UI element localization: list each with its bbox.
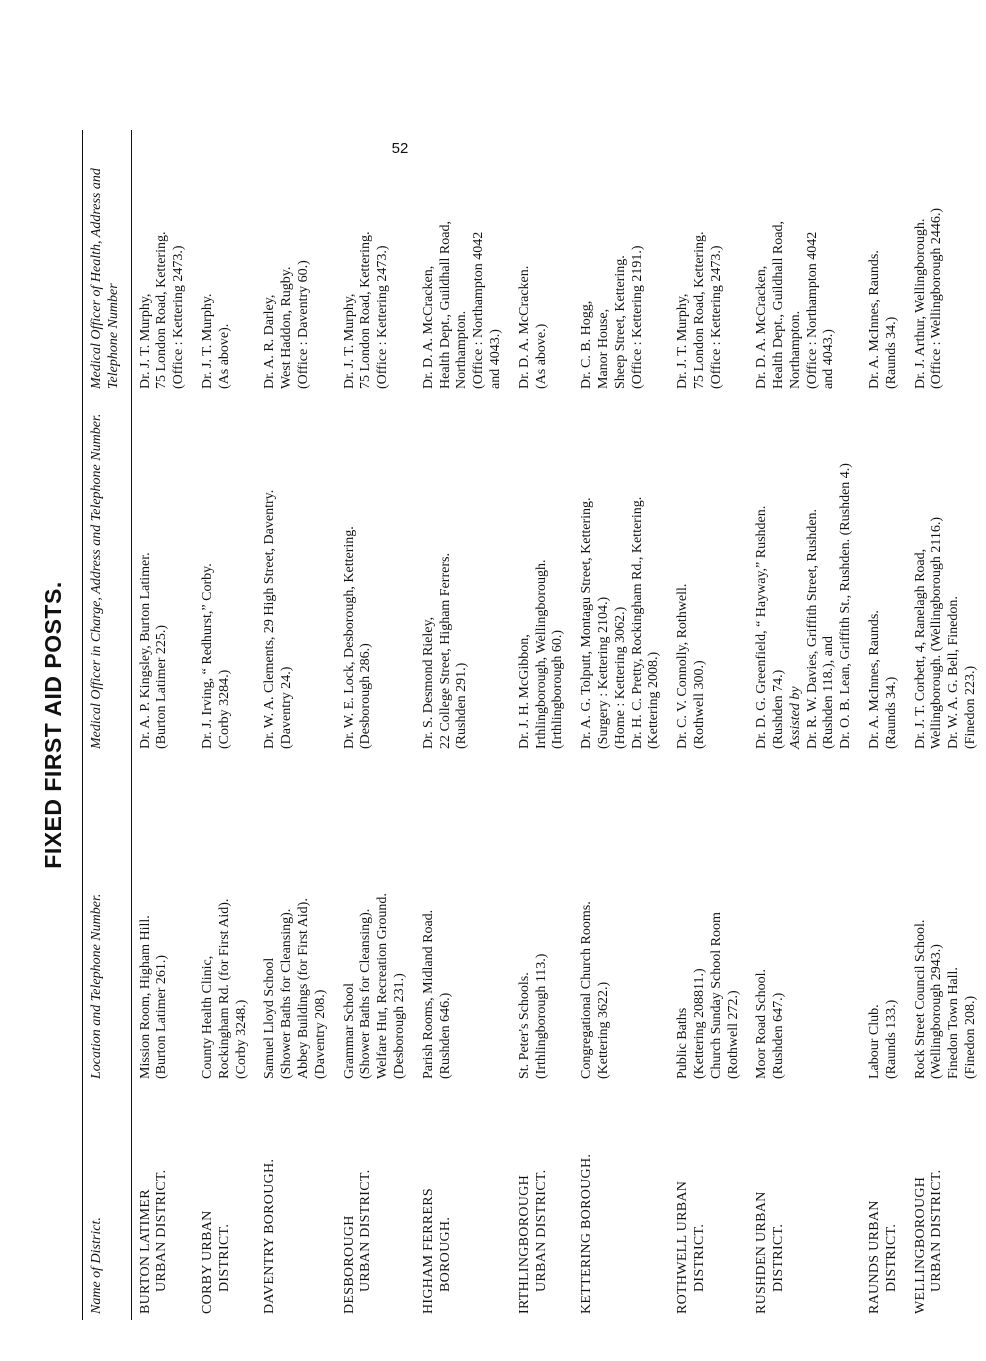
cell-moh bbox=[131, 130, 194, 395]
moh-line: (Office : Northampton 4042 bbox=[804, 231, 820, 389]
moh-line: Dr. J. T. Murphy, bbox=[675, 293, 691, 389]
location-line: (Rothwell 272.) bbox=[725, 990, 741, 1079]
moh-line: Dr. J. T. Murphy, bbox=[341, 293, 357, 389]
location-line: Labour Club. bbox=[867, 1004, 883, 1079]
officer-line: Dr. W. A. Clements, 29 High Street, Daventry. bbox=[262, 489, 278, 749]
cell-moh bbox=[194, 130, 256, 395]
location-line: (Kettering 208811.) bbox=[691, 968, 707, 1079]
cell-location bbox=[907, 755, 986, 1085]
table-body bbox=[131, 130, 986, 1320]
cell-officer bbox=[194, 395, 256, 755]
location-line: (Rushden 647.) bbox=[771, 992, 787, 1079]
officer-line: Dr. A. McInnes, Raunds. bbox=[867, 610, 883, 749]
district-line: RUSHDEN URBAN bbox=[754, 1191, 770, 1314]
moh-line: (Office : Daventry 60.) bbox=[295, 260, 311, 389]
location-line: (Daventry 208.) bbox=[312, 989, 328, 1079]
moh-line: Dr. D. A. McCracken, bbox=[420, 265, 436, 389]
location-line: County Health Clinic, bbox=[199, 955, 215, 1079]
location-line: (Wellingborough 2943.) bbox=[929, 944, 945, 1079]
cell-officer bbox=[861, 395, 907, 755]
officer-line: (Kettering 2008.) bbox=[646, 651, 662, 749]
cell-officer bbox=[669, 395, 748, 755]
district-line: KETTERING BOROUGH. bbox=[579, 1153, 595, 1314]
table-row bbox=[511, 130, 573, 1320]
officer-line: Assisted by bbox=[787, 686, 803, 749]
officer-line: (Corby 3284.) bbox=[216, 669, 232, 749]
location-line: (Corby 3248.) bbox=[233, 999, 249, 1079]
officer-line: Dr. W. A. G. Bell, Finedon. bbox=[946, 596, 962, 749]
cell-officer bbox=[415, 395, 511, 755]
cell-district bbox=[336, 1085, 415, 1320]
cell-officer bbox=[907, 395, 986, 755]
cell-district bbox=[861, 1085, 907, 1320]
officer-line: 22 College Street, Higham Ferrers. bbox=[437, 553, 453, 749]
officer-line: (Rushden 74.) bbox=[771, 669, 787, 749]
officer-line: (Surgery : Kettering 2104.) bbox=[595, 596, 611, 749]
moh-line: Health Dept., Guildhall Road, bbox=[771, 221, 787, 389]
page-title: FIXED FIRST AID POSTS. bbox=[40, 581, 66, 869]
location-line: St. Peter's Schools. bbox=[516, 972, 532, 1079]
moh-line: 75 London Road, Kettering. bbox=[691, 231, 707, 389]
district-line: URBAN DISTRICT. bbox=[929, 1169, 945, 1292]
header-officer: Medical Officer in Charge, Address and Telephone Number. bbox=[83, 395, 132, 755]
moh-line: (Office : Kettering 2473.) bbox=[375, 245, 391, 389]
cell-moh bbox=[748, 130, 861, 395]
moh-line: (Office : Kettering 2473.) bbox=[708, 245, 724, 389]
cell-district bbox=[131, 1085, 194, 1320]
cell-location bbox=[669, 755, 748, 1085]
moh-line: West Haddon, Rugby. bbox=[279, 266, 295, 389]
cell-location bbox=[861, 755, 907, 1085]
district-line: HIGHAM FERRERS bbox=[420, 1188, 436, 1314]
moh-line: Dr. J. T. Murphy, bbox=[137, 293, 153, 389]
cell-moh bbox=[415, 130, 511, 395]
moh-line: Dr. A. R. Darley, bbox=[262, 294, 278, 389]
cell-district bbox=[907, 1085, 986, 1320]
location-line: Rockingham Rd. (for First Aid). bbox=[216, 898, 232, 1079]
moh-line: Northampton. bbox=[454, 310, 470, 389]
officer-line: (Rothwell 300.) bbox=[691, 660, 707, 749]
moh-line: (Office : Kettering 2191.) bbox=[629, 245, 645, 389]
district-line: BURTON LATIMER bbox=[137, 1189, 153, 1314]
officer-line: (Rushden 118.), and bbox=[821, 635, 837, 749]
cell-location bbox=[194, 755, 256, 1085]
moh-line: Dr. D. A. McCracken. bbox=[516, 265, 532, 389]
table-row bbox=[907, 130, 986, 1320]
officer-line: Dr. O. B. Lean, Griffith St., Rushden. (Rushden 4.) bbox=[838, 463, 854, 749]
first-aid-posts-table bbox=[82, 130, 986, 1320]
cell-location bbox=[573, 755, 669, 1085]
moh-line: Northampton. bbox=[787, 310, 803, 389]
table-row bbox=[748, 130, 861, 1320]
location-line: (Shower Baths for Cleansing). bbox=[279, 908, 295, 1079]
moh-line: and 4043.) bbox=[821, 329, 837, 389]
district-line: DISTRICT. bbox=[216, 1223, 232, 1292]
location-line: Grammar School bbox=[341, 982, 357, 1079]
moh-line: Manor House, bbox=[595, 308, 611, 389]
rotated-page bbox=[40, 130, 979, 1320]
cell-location bbox=[748, 755, 861, 1085]
officer-line: Irthlingborough, Wellingborough. bbox=[533, 559, 549, 749]
moh-line: Dr. C. B. Hogg, bbox=[579, 300, 595, 389]
location-line: Abbey Buildings (for First Aid). bbox=[295, 898, 311, 1079]
district-line: DISTRICT. bbox=[883, 1223, 899, 1292]
cell-moh bbox=[907, 130, 986, 395]
moh-line: (Office : Wellingborough 2446.) bbox=[929, 207, 945, 389]
cell-district bbox=[511, 1085, 573, 1320]
moh-line: Dr. D. A. McCracken, bbox=[754, 265, 770, 389]
officer-line: (Daventry 24.) bbox=[279, 666, 295, 749]
cell-officer bbox=[511, 395, 573, 755]
officer-line: (Desborough 286.) bbox=[358, 643, 374, 749]
district-line: WELLINGBOROUGH bbox=[912, 1176, 928, 1314]
location-line: (Raunds 133.) bbox=[883, 999, 899, 1079]
officer-line: Dr. H. C. Pretty, Rockingham Rd., Kettering. bbox=[629, 496, 645, 749]
moh-line: Sheep Street, Kettering. bbox=[612, 255, 628, 389]
table-row bbox=[415, 130, 511, 1320]
officer-line: Dr. S. Desmond Rieley, bbox=[420, 616, 436, 749]
district-line: URBAN DISTRICT. bbox=[154, 1169, 170, 1292]
cell-district bbox=[194, 1085, 256, 1320]
location-line: Public Baths bbox=[675, 1007, 691, 1079]
moh-line: (As above.) bbox=[533, 323, 549, 389]
cell-district bbox=[415, 1085, 511, 1320]
page-number: 52 bbox=[391, 140, 409, 157]
moh-line: Dr. A. McInnes, Raunds. bbox=[867, 250, 883, 389]
location-line: Rock Street Council School. bbox=[912, 919, 928, 1079]
officer-line: Dr. D. G. Greenfield, “ Hayway,” Rushden. bbox=[754, 505, 770, 749]
cell-moh bbox=[573, 130, 669, 395]
moh-line: Health Dept., Guildhall Road, bbox=[437, 221, 453, 389]
officer-line: Wellingborough. (Wellingborough 2116.) bbox=[929, 516, 945, 749]
district-line: DISTRICT. bbox=[771, 1223, 787, 1292]
location-line: Congregational Church Rooms. bbox=[579, 901, 595, 1079]
cell-district bbox=[669, 1085, 748, 1320]
cell-moh bbox=[336, 130, 415, 395]
officer-line: Dr. J. H. McGibbon, bbox=[516, 634, 532, 749]
officer-line: (Finedon 223.) bbox=[963, 665, 979, 749]
officer-line: (Home : Kettering 3062.) bbox=[612, 606, 628, 749]
location-line: (Finedon 208.) bbox=[963, 995, 979, 1079]
location-line: Samuel Lloyd School bbox=[262, 957, 278, 1079]
officer-line: Dr. A. G. Tolputt, Montagu Street, Kettering. bbox=[579, 497, 595, 749]
location-line: Parish Rooms, Midland Road. bbox=[420, 909, 436, 1079]
cell-location bbox=[511, 755, 573, 1085]
officer-line: Dr. W. E. Lock, Desborough, Kettering. bbox=[341, 526, 357, 749]
district-line: URBAN DISTRICT. bbox=[358, 1169, 374, 1292]
moh-line: (Office : Northampton 4042 bbox=[471, 231, 487, 389]
district-line: BOROUGH. bbox=[437, 1216, 453, 1292]
cell-officer bbox=[256, 395, 335, 755]
header-moh: Medical Officer of Health, Address and Telephone Number bbox=[83, 130, 132, 395]
location-line: Finedon Town Hall. bbox=[946, 967, 962, 1079]
officer-line: (Burton Latimer 225.) bbox=[154, 624, 170, 749]
table-header-row bbox=[83, 130, 132, 1320]
cell-moh bbox=[861, 130, 907, 395]
moh-line: 75 London Road, Kettering. bbox=[154, 231, 170, 389]
officer-line: Dr. C. V. Connolly, Rothwell. bbox=[675, 583, 691, 749]
district-line: DISTRICT. bbox=[691, 1223, 707, 1292]
officer-line: Dr. R. W. Davies, Griffith Street, Rushden. bbox=[804, 508, 820, 749]
cell-moh bbox=[511, 130, 573, 395]
cell-district bbox=[256, 1085, 335, 1320]
moh-line: 75 London Road, Kettering. bbox=[358, 231, 374, 389]
district-line: CORBY URBAN bbox=[199, 1210, 215, 1314]
officer-line: Dr. J. T. Corbett, 4, Ranelagh Road, bbox=[912, 548, 928, 749]
table-row bbox=[131, 130, 194, 1320]
moh-line: Dr. J. Arthur, Wellingborough. bbox=[912, 218, 928, 389]
district-line: ROTHWELL URBAN bbox=[675, 1180, 691, 1314]
cell-moh bbox=[669, 130, 748, 395]
moh-line: (Office : Kettering 2473.) bbox=[171, 245, 187, 389]
cell-location bbox=[336, 755, 415, 1085]
cell-location bbox=[415, 755, 511, 1085]
table-row bbox=[573, 130, 669, 1320]
location-line: (Burton Latimer 261.) bbox=[154, 954, 170, 1079]
cell-officer bbox=[573, 395, 669, 755]
location-line: Moor Road School. bbox=[754, 968, 770, 1079]
district-line: DAVENTRY BOROUGH. bbox=[262, 1158, 278, 1314]
header-district: Name of District. bbox=[83, 1085, 132, 1320]
cell-officer bbox=[336, 395, 415, 755]
cell-location bbox=[131, 755, 194, 1085]
district-line: DESBOROUGH bbox=[341, 1215, 357, 1314]
district-line: URBAN DISTRICT. bbox=[533, 1169, 549, 1292]
table-row bbox=[256, 130, 335, 1320]
cell-district bbox=[573, 1085, 669, 1320]
location-line: Mission Room, Higham Hill. bbox=[137, 915, 153, 1079]
officer-line: Dr. J. Irving, “ Redhurst,” Corby. bbox=[199, 563, 215, 749]
cell-location bbox=[256, 755, 335, 1085]
district-line: IRTHLINGBOROUGH bbox=[516, 1175, 532, 1314]
officer-line: (Rushden 291.) bbox=[454, 662, 470, 749]
moh-line: and 4043.) bbox=[487, 329, 503, 389]
location-line: (Desborough 231.) bbox=[391, 973, 407, 1079]
location-line: (Rushden 646.) bbox=[437, 992, 453, 1079]
header-location: Location and Telephone Number. bbox=[83, 755, 132, 1085]
moh-line: Dr. J. T. Murphy. bbox=[199, 293, 215, 389]
cell-district bbox=[748, 1085, 861, 1320]
location-line: Church Sunday School Room bbox=[708, 912, 724, 1079]
table-row bbox=[669, 130, 748, 1320]
location-line: (Irthlingborough 113.) bbox=[533, 953, 549, 1079]
cell-officer bbox=[131, 395, 194, 755]
cell-moh bbox=[256, 130, 335, 395]
location-line: Welfare Hut, Recreation Ground. bbox=[375, 893, 391, 1079]
table-row bbox=[861, 130, 907, 1320]
officer-line: (Irthlingborough 60.) bbox=[550, 630, 566, 749]
moh-line: (As above). bbox=[216, 323, 232, 389]
moh-line: (Raunds 34.) bbox=[883, 316, 899, 389]
location-line: (Shower Baths for Cleansing). bbox=[358, 908, 374, 1079]
officer-line: Dr. A. P. Kingsley, Burton Latimer. bbox=[137, 552, 153, 749]
district-line: RAUNDS URBAN bbox=[867, 1200, 883, 1314]
officer-line: (Raunds 34.) bbox=[883, 676, 899, 749]
table-row bbox=[194, 130, 256, 1320]
location-line: (Kettering 3622.) bbox=[595, 981, 611, 1079]
table-row bbox=[336, 130, 415, 1320]
cell-officer bbox=[748, 395, 861, 755]
